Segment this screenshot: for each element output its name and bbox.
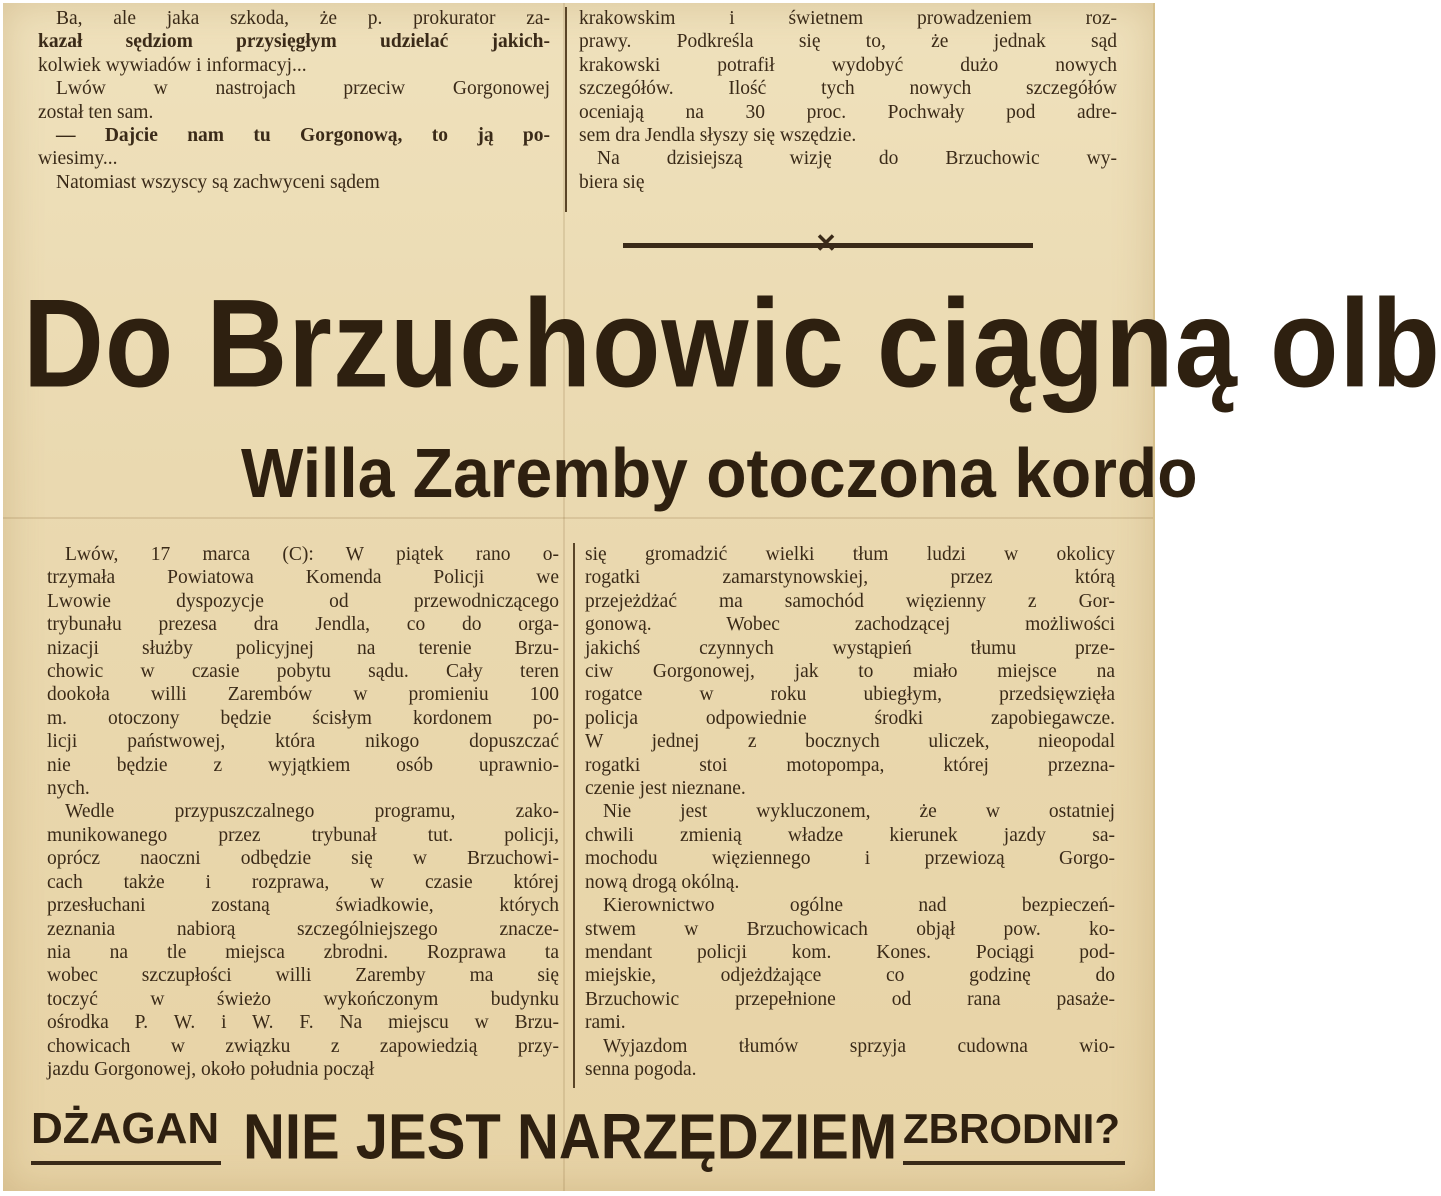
newspaper-clipping [3,3,1441,1191]
text-line: przesłuchani zostaną świadkowie, których [47,895,559,917]
column-rule [573,543,575,1088]
text-line: — Dajcie nam tu Gorgonową, to ją po- [56,125,550,147]
text-line: chowicach w związku z zapowiedzią przy- [47,1035,559,1057]
text-line: ośrodka P. W. i W. F. Na miejscu w Brzu- [47,1012,559,1034]
text-line: się gromadzić wielki tłum ludzi w okolicy [585,544,1115,565]
text-line: trybunału prezesa dra Jendla, co do orga- [47,614,559,636]
text-line: sem dra Jendla słyszy się wszędzie. [579,125,857,147]
text-line: rogatce w roku ubiegłym, przedsięwzięła [585,684,1115,706]
top-right-column [579,7,1117,194]
text-line: został ten sam. [38,101,154,123]
text-line: chowic w czasie pobytu sądu. Cały teren [47,661,559,683]
subheadline: Willa Zaremby otoczona kordo [241,434,1198,512]
text-line: kazał sędziom przysięgłym udzielać jakich- [38,31,550,53]
text-line: oceniają na 30 proc. Pochwały pod adre- [579,101,1117,123]
text-line: rogatki zamarstynowskiej, przez którą [585,567,1115,589]
text-line: biera się [579,171,645,193]
text-line: jazdu Gorgonowej, około południa począł [47,1058,375,1080]
text-line: Natomiast wszyscy są zachwyceni sądem [56,171,380,193]
text-line: nizacji służby policyjnej na terenie Brzu- [47,637,559,659]
separator-ornament [623,229,1033,258]
text-line: senna pogoda. [585,1058,697,1080]
bottom-headline-part1: DŻAGAN [31,1104,220,1153]
bottom-headline-part3: ZBRODNI? [903,1105,1120,1152]
text-line: toczyć w świeżo wykończonym budynku [47,988,559,1010]
text-line: policja odpowiednie środki zapobiegawcze. [585,707,1115,729]
text-line: munikowanego przez trybunał tut. policji, [47,824,559,846]
text-line: gonową. Wobec zachodzącej możliwości [585,614,1115,636]
text-line: chwili zmienią władze kierunek jazdy sa- [585,824,1115,846]
text-line: rogatki stoi motopompa, której przezna- [585,754,1115,776]
underline [903,1161,1125,1165]
text-line: oprócz naoczni odbędzie się w Brzuchowi- [47,848,559,870]
text-line: Wedle przypuszczalnego programu, zako- [65,801,559,823]
text-line: zeznania nabiorą szczególniejszego znacze- [47,918,559,940]
text-line: mochodu więziennego i przewiozą Gorgo- [585,848,1115,870]
text-line: przejeżdżać ma samochód więzienny z Gor- [585,590,1115,612]
text-line: wobec szczupłości willi Zaremby ma się [47,965,559,987]
text-line: rami. [585,1012,626,1034]
text-line: miejskie, odjeżdżające co godzinę do [585,965,1115,987]
text-line: cach także i rozprawa, w czasie której [47,871,559,893]
text-line: nową drogą okólną. [585,871,740,893]
text-line: Lwów, 17 marca (C): W piątek rano o- [65,544,559,565]
text-line: wiesimy... [38,148,118,170]
text-line: Nie jest wykluczonem, że w ostatniej [603,801,1115,823]
text-line: krakowskim i świetnem prowadzeniem roz- [579,8,1117,29]
left-article-column [47,543,559,1081]
text-line: czenie jest nieznane. [585,778,746,800]
text-line: Wyjazdom tłumów sprzyja cudowna wio- [603,1035,1115,1057]
bottom-headline-part2: NIE JEST NARZĘDZIEM [243,1101,898,1173]
text-line: Kierownictwo ogólne nad bezpieczeń- [603,895,1115,917]
fold-line [3,517,1153,519]
text-line: jakichś czynnych wystąpień tłumu prze- [585,637,1115,659]
text-line: mendant policji kom. Kones. Pociągi pod- [585,941,1115,963]
underline [31,1161,221,1165]
headline: Do Brzuchowic ciągną olb [23,273,1441,414]
text-line: W jednej z bocznych uliczek, nieopodal [585,731,1115,753]
text-line: krakowski potrafił wydobyć dużo nowych [579,54,1117,76]
text-line: Lwów w nastrojach przeciw Gorgonowej [56,78,550,100]
top-left-column [38,7,550,194]
text-line: m. otoczony będzie ścisłym kordonem po- [47,707,559,729]
text-line: szczegółów. Ilość tych nowych szczegółów [579,78,1117,100]
text-line: stwem w Brzuchowicach objął pow. ko- [585,918,1115,940]
text-line: trzymała Powiatowa Komenda Policji we [47,567,559,589]
text-line: Brzuchowic przepełnione od rana pasaże- [585,988,1115,1010]
text-line: Lwowie dyspozycje od przewodniczącego [47,590,559,612]
text-line: kolwiek wywiadów i informacyj... [38,54,307,76]
text-line: licji państwowej, która nikogo dopuszczać [47,731,559,753]
text-line: Na dzisiejszą wizję do Brzuchowic wy- [597,148,1117,170]
text-line: Ba, ale jaka szkoda, że p. prokurator za- [56,8,550,29]
column-rule [565,7,567,212]
text-line: nia na tle miejsca zbrodni. Rozprawa ta [47,941,559,963]
cross-glyph: ✕ [815,229,837,258]
text-line: ciw Gorgonowej, jak to miało miejsce na [585,661,1115,683]
text-line: nie będzie z wyjątkiem osób uprawnio- [47,754,559,776]
text-line: nych. [47,778,90,800]
text-line: prawy. Podkreśla się to, że jednak sąd [579,31,1117,53]
right-article-column [585,543,1115,1081]
text-line: dookoła willi Zarembów w promieniu 100 [47,684,559,706]
